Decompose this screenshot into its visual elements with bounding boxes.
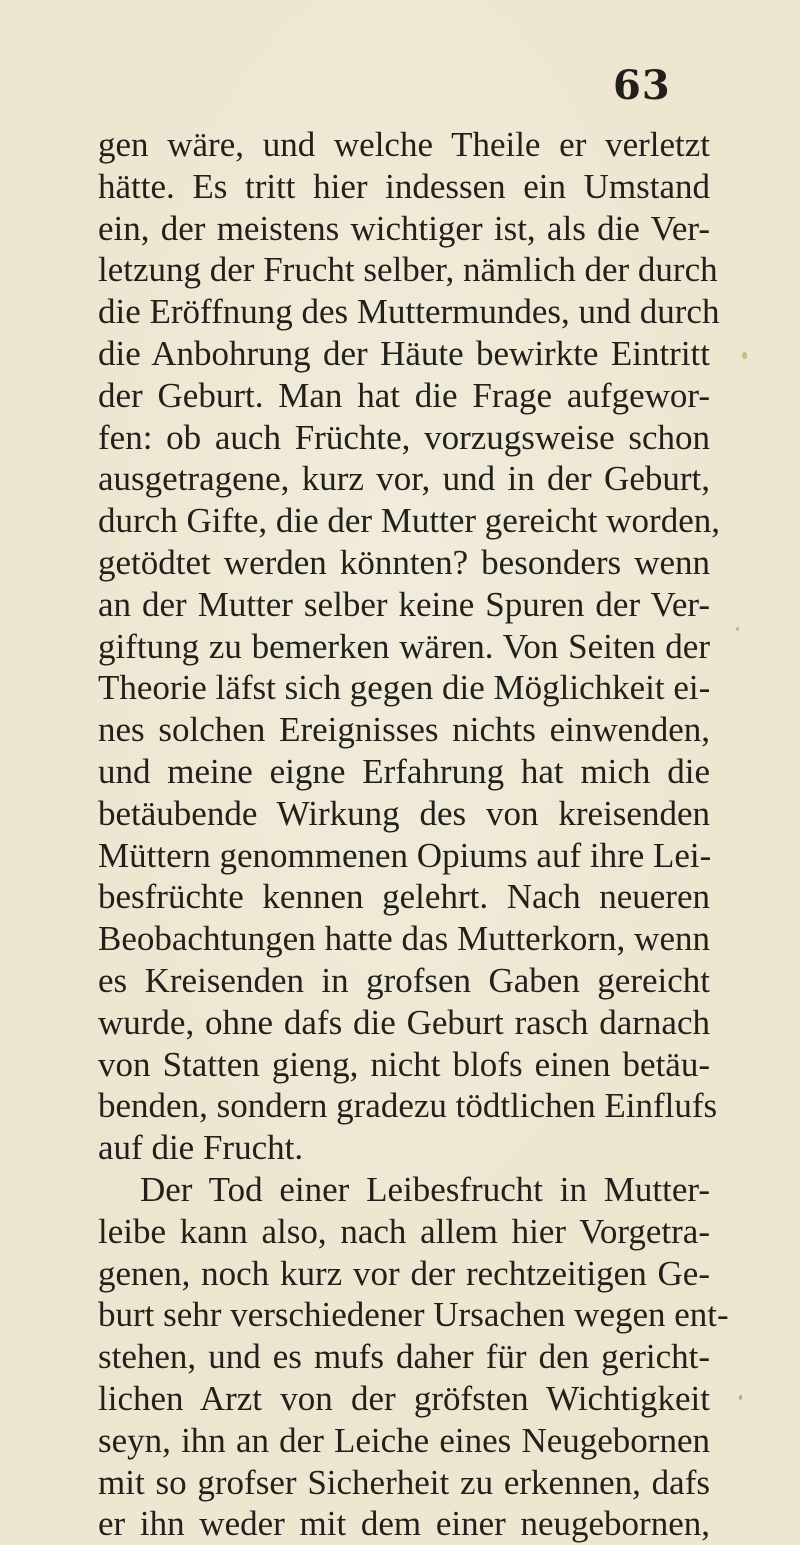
text-line: nes solchen Ereignisses nichts einwenden, — [98, 710, 710, 750]
text-line: getödtet werden könnten? besonders wenn — [98, 542, 710, 582]
text-line: letzung der Frucht selber, nämlich der durch — [98, 250, 718, 290]
text-line: mit so grofser Sicherheit zu erkennen, dafs — [98, 1462, 710, 1502]
text-line: der Geburt. Man hat die Frage aufgewor- — [98, 375, 710, 415]
text-line: genen, noch kurz vor der rechtzeitigen Ge- — [98, 1253, 710, 1293]
text-line: leibe kann also, nach allem hier Vorgetra- — [98, 1211, 710, 1251]
text-line: er ihn weder mit dem einer neugebornen, — [98, 1504, 710, 1544]
text-line: ein, der meistens wichtiger ist, als die Ver- — [98, 208, 710, 248]
text-line: wurde, ohne dafs die Geburt rasch darnach — [98, 1002, 710, 1042]
paper-speck — [742, 352, 747, 359]
text-line: stehen, und es mufs daher für den gericht- — [98, 1337, 710, 1377]
text-line: ausgetragene, kurz vor, und in der Geburt, — [98, 459, 710, 499]
text-line: besfrüchte kennen gelehrt. Nach neueren — [98, 877, 710, 917]
text-line: und meine eigne Erfahrung hat mich die — [98, 751, 710, 791]
text-line: burt sehr verschiedener Ursachen wegen ent- — [98, 1295, 729, 1335]
paper-speck — [736, 627, 739, 631]
text-line: hätte. Es tritt hier indessen ein Umstand — [98, 166, 710, 206]
body-text — [98, 124, 729, 1545]
paper-speck — [739, 1395, 742, 1400]
text-line: Theorie läfst sich gegen die Möglichkeit ei- — [98, 668, 711, 708]
text-line: Beobachtungen hatte das Mutterkorn, wenn — [98, 919, 710, 959]
text-line: auf die Frucht. — [98, 1128, 304, 1168]
text-line: lichen Arzt von der gröfsten Wichtigkeit — [98, 1378, 710, 1418]
text-line: giftung zu bemerken wären. Von Seiten der — [98, 626, 710, 666]
text-line: seyn, ihn an der Leiche eines Neugebornen — [98, 1420, 710, 1460]
text-line: betäubende Wirkung des von kreisenden — [98, 793, 710, 833]
text-line: fen: ob auch Früchte, vorzugsweise schon — [98, 417, 710, 457]
text-line: durch Gifte, die der Mutter gereicht worden, — [98, 501, 720, 541]
text-line: an der Mutter selber keine Spuren der Ver- — [98, 584, 710, 624]
text-line: benden, sondern gradezu tödtlichen Einflufs — [98, 1086, 718, 1126]
text-line: Der Tod einer Leibesfrucht in Mutter- — [140, 1169, 710, 1209]
text-line: die Eröffnung des Muttermundes, und durch — [98, 292, 720, 332]
page-number: 63 — [613, 62, 671, 109]
text-line: Müttern genommenen Opiums auf ihre Lei- — [98, 835, 712, 875]
text-line: es Kreisenden in grofsen Gaben gereicht — [98, 960, 710, 1000]
text-line: gen wäre, und welche Theile er verletzt — [98, 125, 710, 164]
text-line: von Statten gieng, nicht blofs einen betäu- — [98, 1044, 710, 1084]
text-line: die Anbohrung der Häute bewirkte Eintritt — [98, 333, 710, 373]
